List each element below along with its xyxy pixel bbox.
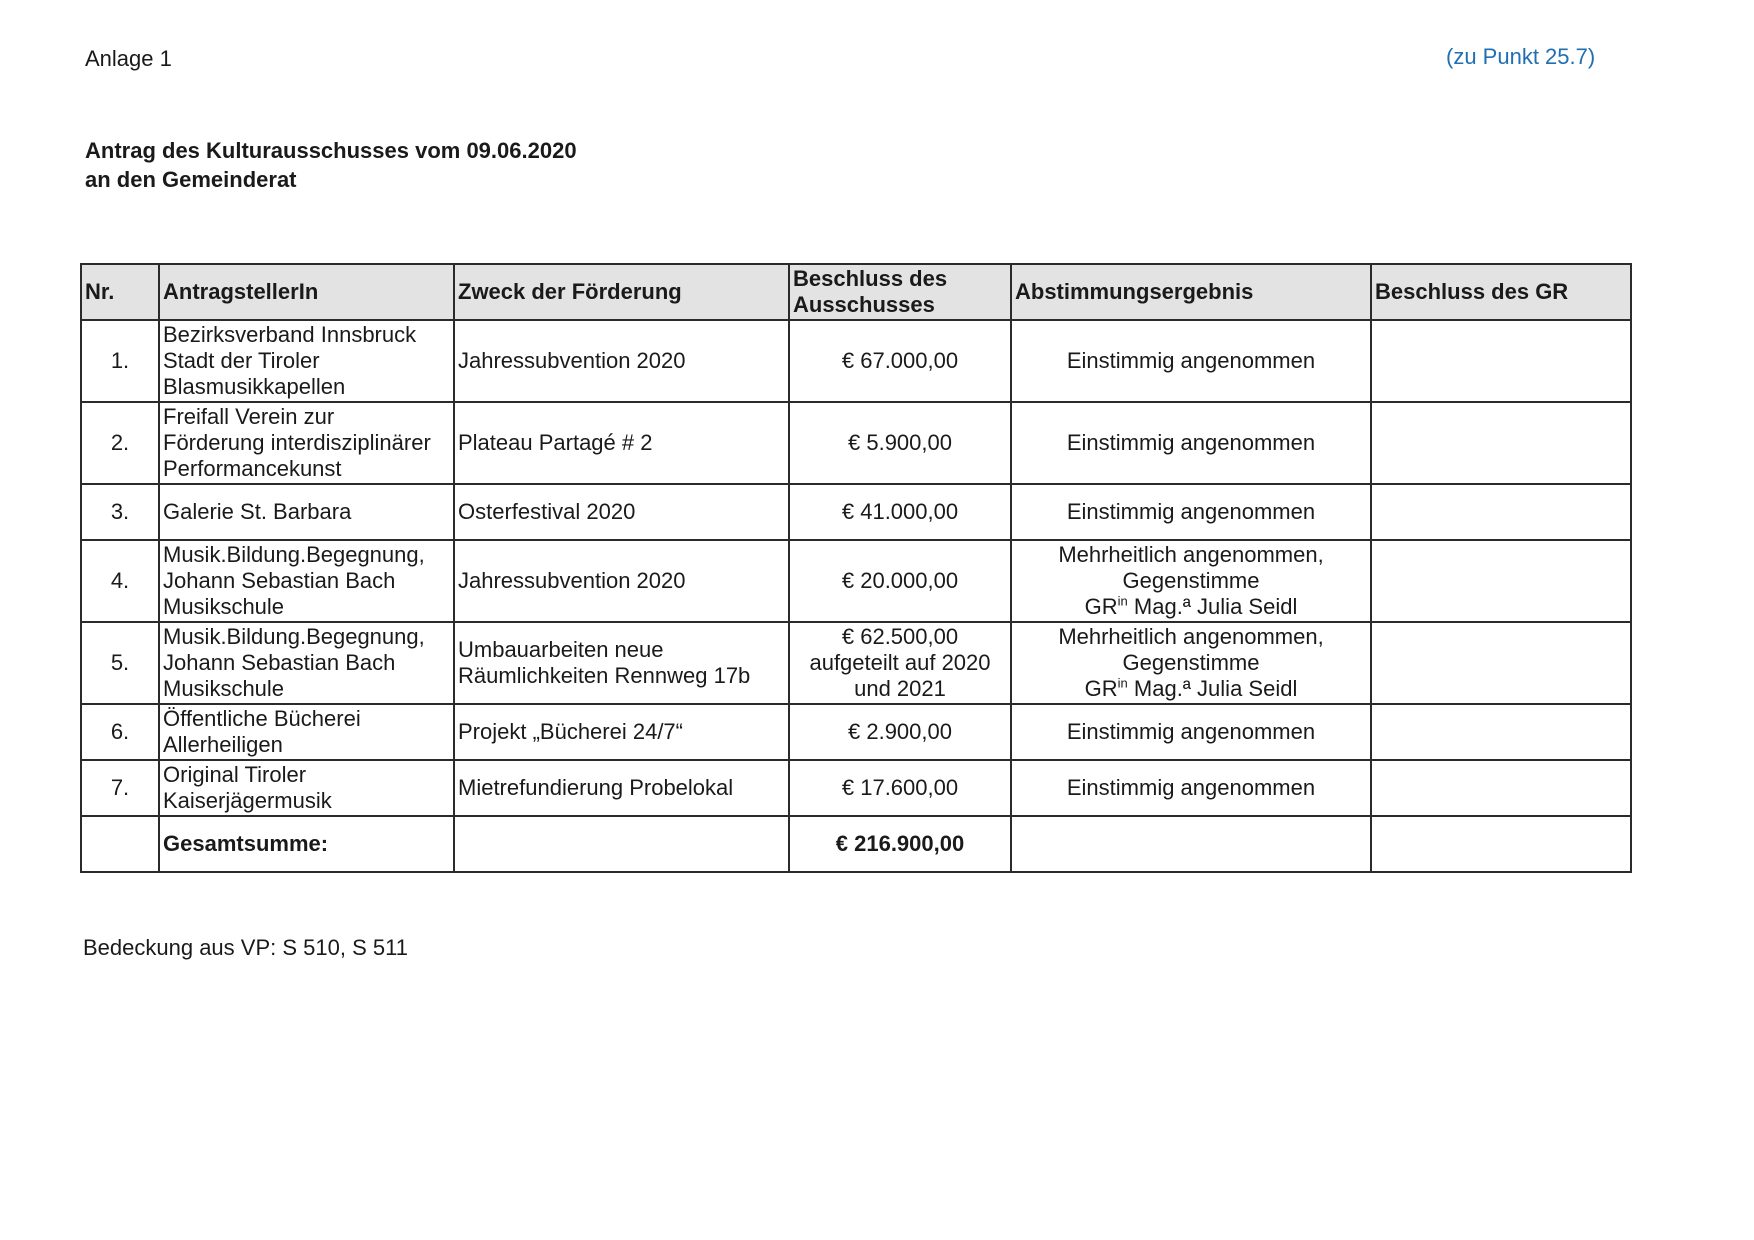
purpose-line: Osterfestival 2020 [458,499,636,524]
document-title [85,136,577,194]
vote-gr: GR [1084,594,1118,619]
cell-council-decision [1371,704,1631,760]
cell-nr: 5. [81,622,159,704]
cell-purpose [454,484,789,540]
vote-line: Einstimmig angenommen [1066,775,1316,800]
applicant-line: Musik.Bildung.Begegnung, [163,542,425,567]
cell-council-decision [1371,760,1631,816]
vote-line: Gegenstimme [1122,568,1260,593]
cell-amount [789,402,1011,484]
cell-nr: 2. [81,402,159,484]
applicant-line: Musikschule [163,676,285,701]
applicant-line: Stadt der Tiroler [163,348,320,373]
vote-name: Mag.ª Julia Seidl [1133,676,1298,701]
col-header-nr: Nr. [81,264,159,320]
cell-purpose [454,320,789,402]
cell-vote [1011,484,1371,540]
purpose-line: Jahressubvention 2020 [458,348,686,373]
cell-purpose [454,760,789,816]
vote-line: Gegenstimme [1122,650,1260,675]
cell-purpose [454,540,789,622]
cell-vote [1011,402,1371,484]
cell-nr [81,816,159,872]
cell-vote [1011,320,1371,402]
applicant-line: Kaiserjägermusik [163,788,332,813]
vote-line: Einstimmig angenommen [1066,719,1316,744]
vote-line: Mehrheitlich angenommen, [1058,542,1324,567]
amount-line: € 5.900,00 [848,430,952,455]
cell-applicant [159,540,454,622]
vote-line: Mehrheitlich angenommen, [1058,624,1324,649]
purpose-line: Mietrefundierung Probelokal [458,775,734,800]
amount-line: € 20.000,00 [841,568,959,593]
title-line-2: an den Gemeinderat [85,167,297,192]
funding-table [80,263,1632,873]
purpose-line: Räumlichkeiten Rennweg 17b [458,663,751,688]
amount-line: aufgeteilt auf 2020 [809,650,991,675]
table-row [81,704,1631,760]
table-total-row [81,816,1631,872]
table-row [81,320,1631,402]
cell-purpose [454,816,789,872]
cell-council-decision [1371,622,1631,704]
cell-purpose [454,622,789,704]
table-row [81,540,1631,622]
attachment-label: Anlage 1 [85,46,172,71]
amount-line: € 2.900,00 [848,719,952,744]
vote-gr-sup: in [1117,593,1128,609]
amount-line: und 2021 [854,676,946,701]
applicant-line: Original Tiroler [163,762,307,787]
applicant-line: Musikschule [163,594,285,619]
cell-amount [789,320,1011,402]
cell-council-decision [1371,484,1631,540]
col-header-purpose: Zweck der Förderung [454,264,789,320]
amount-line: € 41.000,00 [841,499,959,524]
cell-applicant [159,320,454,402]
applicant-line: Johann Sebastian Bach [163,568,396,593]
applicant-line: Bezirksverband Innsbruck [163,322,417,347]
vote-name: Mag.ª Julia Seidl [1133,594,1298,619]
cell-purpose [454,704,789,760]
purpose-line: Jahressubvention 2020 [458,568,686,593]
cell-applicant [159,402,454,484]
cell-purpose [454,402,789,484]
vote-line: Einstimmig angenommen [1066,499,1316,524]
cell-vote [1011,760,1371,816]
cell-applicant [159,622,454,704]
vote-gr-sup: in [1117,675,1128,691]
applicant-line: Förderung interdisziplinärer [163,430,431,455]
coverage-note: Bedeckung aus VP: S 510, S 511 [83,935,408,960]
applicant-line: Galerie St. Barbara [163,499,352,524]
amount-line: € 62.500,00 [841,624,959,649]
col-header-vote-result: Abstimmungsergebnis [1011,264,1371,320]
applicant-line: Blasmusikkapellen [163,374,346,399]
vote-opponent [1015,676,1367,702]
cell-nr: 6. [81,704,159,760]
purpose-line: Plateau Partagé # 2 [458,430,653,455]
cell-vote [1011,704,1371,760]
table-header-row [81,264,1631,320]
amount-line: € 67.000,00 [841,348,959,373]
purpose-line: Umbauarbeiten neue [458,637,664,662]
col-header-committee-decision: Beschluss des Ausschusses [789,264,1011,320]
table-row [81,622,1631,704]
vote-gr: GR [1084,676,1118,701]
total-value: € 216.900,00 [789,816,1011,872]
cell-amount [789,484,1011,540]
cell-vote [1011,622,1371,704]
cell-amount [789,760,1011,816]
cell-vote [1011,540,1371,622]
purpose-line: Projekt „Bücherei 24/7“ [458,719,683,744]
cell-applicant [159,704,454,760]
cell-amount [789,540,1011,622]
cell-nr: 4. [81,540,159,622]
table-row [81,484,1631,540]
vote-line: Einstimmig angenommen [1066,348,1316,373]
applicant-line: Freifall Verein zur [163,404,335,429]
cell-council-decision [1371,320,1631,402]
vote-line: Einstimmig angenommen [1066,430,1316,455]
applicant-line: Öffentliche Bücherei [163,706,361,731]
cell-council-decision [1371,816,1631,872]
table-row [81,402,1631,484]
amount-line: € 17.600,00 [841,775,959,800]
title-line-1: Antrag des Kulturausschusses vom 09.06.2020 [85,138,577,163]
col-header-council-decision: Beschluss des GR [1371,264,1631,320]
cell-applicant [159,484,454,540]
total-label: Gesamtsumme: [159,816,454,872]
cell-council-decision [1371,540,1631,622]
cell-amount [789,704,1011,760]
cell-council-decision [1371,402,1631,484]
vote-opponent [1015,594,1367,620]
applicant-line: Allerheiligen [163,732,283,757]
cell-nr: 3. [81,484,159,540]
cell-nr: 7. [81,760,159,816]
applicant-line: Johann Sebastian Bach [163,650,396,675]
cell-applicant [159,760,454,816]
col-header-applicant: AntragstellerIn [159,264,454,320]
cell-amount [789,622,1011,704]
applicant-line: Performancekunst [163,456,342,481]
agenda-item-reference: (zu Punkt 25.7) [1446,44,1596,69]
cell-vote [1011,816,1371,872]
applicant-line: Musik.Bildung.Begegnung, [163,624,425,649]
cell-nr: 1. [81,320,159,402]
table-row [81,760,1631,816]
